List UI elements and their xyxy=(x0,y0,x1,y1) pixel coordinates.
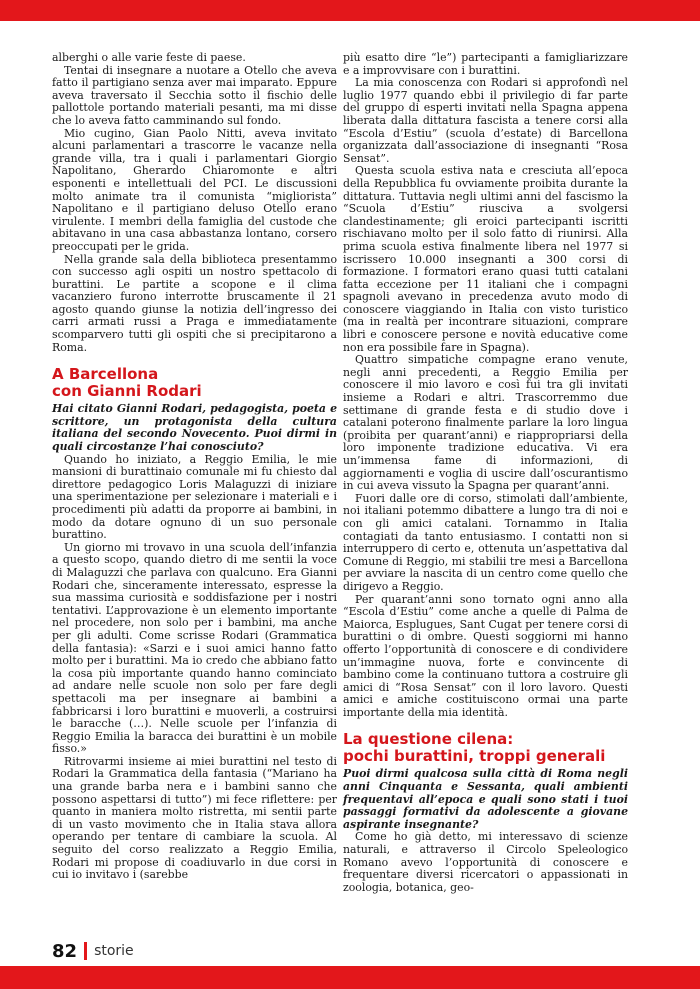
heading-line: pochi burattini, troppi generali xyxy=(343,747,606,766)
paragraph: Per quarant’anni sono tornato ogni anno alla “Escola d’Estiu” come anche a quelle di Palma de Maiorca, Esplugues, Sant Cugat per tenere corsi di burattini o di ombre. Questi soggiorni mi hanno offerto l’opportunità di conoscere e di condividere un’immagine nuova, forte e convincente di bambino come la continuano tuttora a costruire gli amici di “Rosa Sensat” con il loro lavoro. Questi amici e amiche costituiscono ormai una parte importante della mia identità. xyxy=(343,592,628,719)
top-red-band xyxy=(0,0,700,21)
paragraph: Quattro simpatiche compagne erano venute, negli anni precedenti, a Reggio Emilia per conoscere il mio lavoro e così fui tra gli invitati insieme a Rodari e altri. Trascorremmo due settimane di grande festa e di studio dove i catalani poterono finalmente parlare la loro lingua (proibita per quarant’anni) e riappropriarsi della loro imponente tradizione educativa. Vi era un’immensa fame di informazioni, di aggiornamenti e voglia di uscire dall’oscurantismo in cui aveva vissuto la Spagna per quarant’anni. xyxy=(343,353,628,493)
page-footer xyxy=(52,940,134,962)
section-heading xyxy=(343,731,628,765)
paragraph: Mio cugino, Gian Paolo Nitti, aveva invitato alcuni parlamentari a trascorre le vacanze nella grande villa, tra i quali i parlamentari Giorgio Napolitano, Gherardo Chiaromonte e altri esponenti e intellettuali del PCI. Le discussioni molto animate tra il comunista “migliorista” Napolitano e il partigiano deluso Otello erano virulente. I membri della famiglia del custode che abitavano in una casa abbastanza lontano, corsero preoccupati per le grida. xyxy=(52,126,337,253)
paragraph: più esatto dire “le”) partecipanti a famigliarizzare e a improvvisare con i burattini. xyxy=(343,51,628,77)
left-column xyxy=(52,52,337,882)
paragraph: Ritrovarmi insieme ai miei burattini nel testo di Rodari la Grammatica della fantasia (“Mariano ha una grande barba nera e i bambini sanno che possono aspettarsi di tutto”) mi fece riflettere: per quanto in maniera molto ristretta, mi sentii parte di un vasto movimento che in Italia stava allora operando per tentare di cambiare la scuola. Al seguito del corso realizzato a Reggio Emilia, Rodari mi propose di coadiuvarlo in due corsi in cui io invitavo i (sarebbe xyxy=(52,754,337,882)
paragraph: Quando ho iniziato, a Reggio Emilia, le mie mansioni di burattinaio comunale mi fu chiesto dal direttore pedagogico Loris Malaguzzi di iniziare una sperimentazione per selezionare i materiali e i procedimenti più adatti da proporre ai bambini, in modo da dotare ognuno di un suo personale burattino. xyxy=(52,452,337,542)
paragraph: Questa scuola estiva nata e cresciuta all’epoca della Repubblica fu ovviamente proibita durante la dittatura. Tuttavia negli ultimi anni del fascismo la “Scuola d’Estiu” riusciva a svolgersi clandestinamente; gli eroici partecipanti iscritti rischiavano molto per il solo fatto di riunirsi. Alla prima scuola estiva finalmente libera nel 1977 si iscrissero 10.000 insegnanti a 300 corsi di formazione. I formatori erano quasi tutti catalani fatta eccezione per 11 italiani che i compagni spagnoli avevano in precedenza avuto modo di conoscere viaggiando in Italia con visto turistico (ma in realtà per incontrare situazioni, comprare libri e conoscere persone e novità educative come non era possibile fare in Spagna). xyxy=(343,164,628,354)
paragraph: La mia conoscenza con Rodari si approfondì nel luglio 1977 quando ebbi il privilegio di far parte del gruppo di esperti invitati nella Spagna appena liberata dalla dittatura fascista a tenere corsi alla “Escola d’Estiu” (scuola d’estate) di Barcellona organizzata dall’associazione di insegnanti “Rosa Sensat”. xyxy=(343,76,628,165)
footer-divider xyxy=(84,942,87,960)
paragraph: Tentai di insegnare a nuotare a Otello che aveva fatto il partigiano senza aver mai imparato. Eppure aveva traversato il Secchia sotto il fischio delle pallottole portando materiali pesanti, ma mi disse che lo aveva fatto camminando sul fondo. xyxy=(52,63,337,127)
paragraph: Come ho già detto, mi interessavo di scienze naturali, e attraverso il Circolo Speleologico Romano avevo l’opportunità di conoscere e frequentare diversi ricercatori o appassionati in zoologia, botanica, geo- xyxy=(343,830,628,894)
paragraph: Nella grande sala della biblioteca presentammo con successo agli ospiti un nostro spettacolo di burattini. Le partite a scopone e il clima vacanziero furono interrotte bruscamente il 21 agosto quando giunse la notizia dell’ingresso dei carri armati russi a Praga e immediatamente scomparvero tutti gli ospiti che si precipitarono a Roma. xyxy=(52,252,337,354)
page-number: 82 xyxy=(52,940,78,962)
section-heading xyxy=(52,366,337,400)
bottom-red-band xyxy=(0,966,700,989)
interview-question: Puoi dirmi qualcosa sulla città di Roma negli anni Cinquanta e Sessanta, quali ambienti frequentavi all’epoca e quali sono stati i tuoi passaggi formativi da adolescente a giovane aspirante insegnante? xyxy=(343,767,628,831)
paragraph: Fuori dalle ore di corso, stimolati dall’ambiente, noi italiani potemmo dibattere a lungo tra di noi e con gli amici catalani. Tornammo in Italia contagiati da tanto entusiasmo. I contatti non si interruppero di certo e, ottenuta un’aspettativa dal Comune di Reggio, mi stabilii tre mesi a Barcellona per avviare la nascita di un centro come quello che dirigevo a Reggio. xyxy=(343,491,628,593)
interview-question: Hai citato Gianni Rodari, pedagogista, poeta e scrittore, un protagonista della cultura italiana del secondo Novecento. Puoi dirmi in quali circostanze l’hai conosciuto? xyxy=(52,402,337,454)
paragraph: alberghi o alle varie feste di paese. xyxy=(52,51,246,64)
paragraph: Un giorno mi trovavo in una scuola dell’infanzia a questo scopo, quando dietro di me sentii la voce di Malaguzzi che parlava con qualcuno. Era Gianni Rodari che, sinceramente interessato, espresse la sua massima curiosità e soddisfazione per i nostri tentativi. L’approvazione è un elemento importante nel procedere, non solo per i bambini, ma anche per gli adulti. Come scrisse Rodari (Grammatica della fantasia): «Sarzi e i suoi amici hanno fatto molto per i burattini. Ma io credo che abbiano fatto la cosa più importante quando hanno cominciato ad andare nelle scuole non solo per fare degli spettacoli ma per insegnare ai bambini a fabbricarsi i loro burattini e muoverli, a costruirsi le baracche (…). Nelle scuole per l’infanzia di Reggio Emilia la baracca dei burattini è un mobile fisso.» xyxy=(52,540,337,756)
heading-line: con Gianni Rodari xyxy=(52,382,202,401)
section-name: storie xyxy=(94,943,134,959)
heading-line: La questione cilena: xyxy=(343,730,514,749)
heading-line: A Barcellona xyxy=(52,365,159,384)
right-column xyxy=(343,52,628,894)
